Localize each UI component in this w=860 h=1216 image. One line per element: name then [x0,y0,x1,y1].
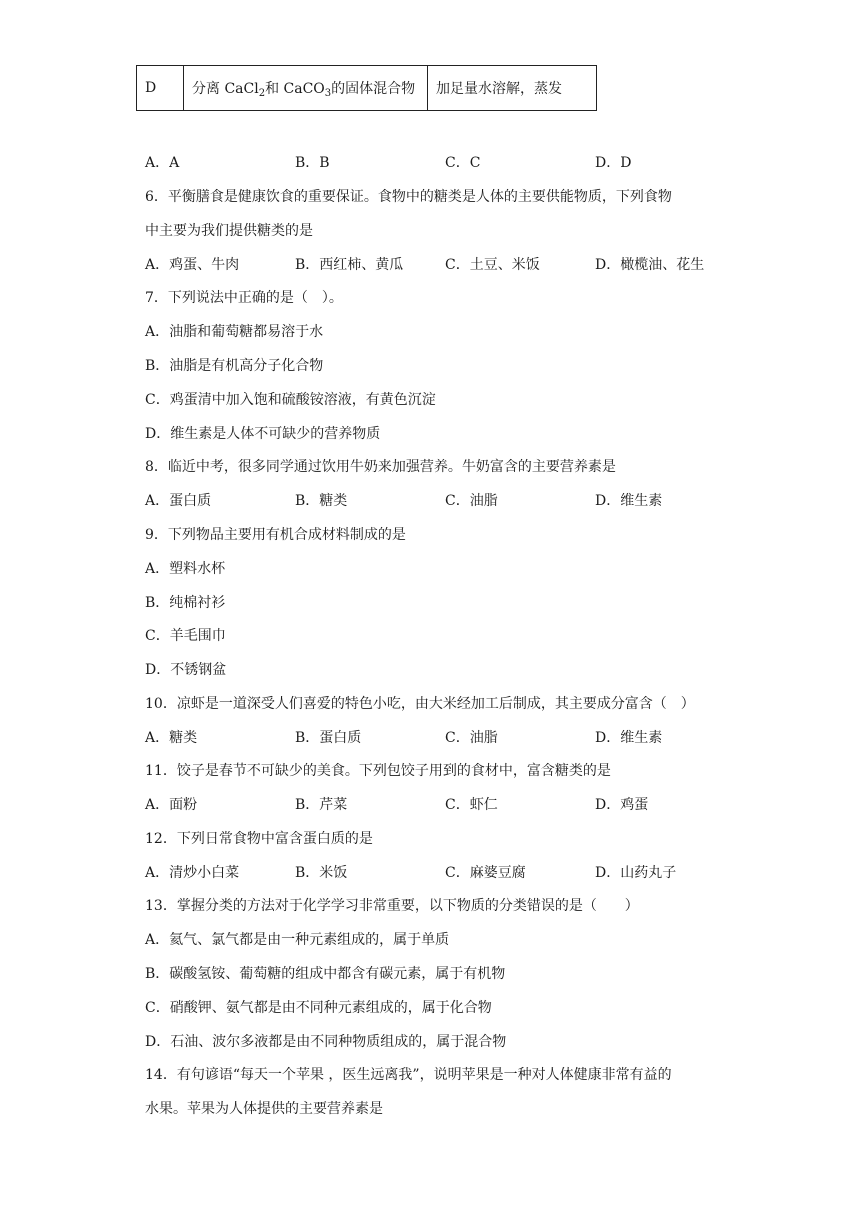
q13-option-a: A．氦气、氯气都是由一种元素组成的，属于单质 [145,932,450,948]
q6-stem-line1: 6．平衡膳食是健康饮食的重要保证。食物中的糖类是人体的主要供能物质，下列食物 [145,189,672,205]
q8-option-b: B．糖类 [295,493,348,509]
q9-option-a: A．塑料水杯 [145,561,226,577]
q14-stem-line2: 水果。苹果为人体提供的主要营养素是 [145,1101,383,1117]
q10-option-c: C．油脂 [445,730,498,746]
q8-option-c: C．油脂 [445,493,498,509]
q13-stem: 13．掌握分类的方法对于化学学习非常重要，以下物质的分类错误的是（ ） [145,898,639,914]
q6-option-c: C．土豆、米饭 [445,257,540,273]
q7-option-a: A．油脂和葡萄糖都易溶于水 [145,324,324,340]
q6-stem-line2: 中主要为我们提供糖类的是 [145,223,313,239]
q11-option-d: D．鸡蛋 [595,797,649,813]
q11-option-b: B．芹菜 [295,797,348,813]
q11-option-c: C．虾仁 [445,797,498,813]
q7-stem: 7．下列说法中正确的是（ ）。 [145,290,343,306]
q5-option-d: D．D [595,155,632,171]
q10-stem: 10．凉虾是一道深受人们喜爱的特色小吃，由大米经加工后制成，其主要成分富含（ ） [145,696,695,712]
q13-option-d: D．石油、波尔多液都是由不同种物质组成的，属于混合物 [145,1034,507,1050]
q9-option-c: C．羊毛围巾 [145,628,226,644]
table-cell-purpose: 分离 CaCl$_2$和 CaCO$_3$的固体混合物 [184,66,428,111]
table-cell-method: 加足量水溶解，蒸发 [428,66,597,111]
q6-option-d: D．橄榄油、花生 [595,257,705,273]
q12-option-a: A．清炒小白菜 [145,865,240,881]
q7-option-d: D．维生素是人体不可缺少的营养物质 [145,426,381,442]
q12-option-b: B．米饭 [295,865,348,881]
q10-option-d: D．维生素 [595,730,663,746]
q7-option-b: B．油脂是有机高分子化合物 [145,358,324,374]
q7-option-c: C．鸡蛋清中加入饱和硫酸铵溶液，有黄色沉淀 [145,392,436,408]
q8-stem: 8．临近中考，很多同学通过饮用牛奶来加强营养。牛奶富含的主要营养素是 [145,459,616,475]
q14-stem-line1: 14．有句谚语“每天一个苹果 ，医生远离我”，说明苹果是一种对人体健康非常有益的 [145,1067,672,1083]
table-cell-letter: D [137,66,184,111]
q8-option-a: A．蛋白质 [145,493,212,509]
q11-stem: 11．饺子是春节不可缺少的美食。下列包饺子用到的食材中，富含糖类的是 [145,763,611,779]
q12-stem: 12．下列日常食物中富含蛋白质的是 [145,831,373,847]
q10-option-a: A．糖类 [145,730,198,746]
q9-option-d: D．不锈钢盆 [145,662,227,678]
q5-option-c: C．C [445,155,481,171]
q11-option-a: A．面粉 [145,797,198,813]
q10-option-b: B．蛋白质 [295,730,362,746]
q12-option-d: D．山药丸子 [595,865,677,881]
q8-option-d: D．维生素 [595,493,663,509]
q12-option-c: C．麻婆豆腐 [445,865,526,881]
table-row [137,66,597,111]
q6-option-b: B．西红柿、黄瓜 [295,257,404,273]
experiment-table [136,65,597,111]
q6-option-a: A．鸡蛋、牛肉 [145,257,240,273]
q5-option-a: A．A [145,155,180,171]
q13-option-b: B．碳酸氢铵、葡萄糖的组成中都含有碳元素，属于有机物 [145,966,506,982]
q9-stem: 9．下列物品主要用有机合成材料制成的是 [145,527,406,543]
q5-option-b: B．B [295,155,330,171]
q13-option-c: C．硝酸钾、氨气都是由不同种元素组成的，属于化合物 [145,1000,492,1016]
q9-option-b: B．纯棉衬衫 [145,595,226,611]
